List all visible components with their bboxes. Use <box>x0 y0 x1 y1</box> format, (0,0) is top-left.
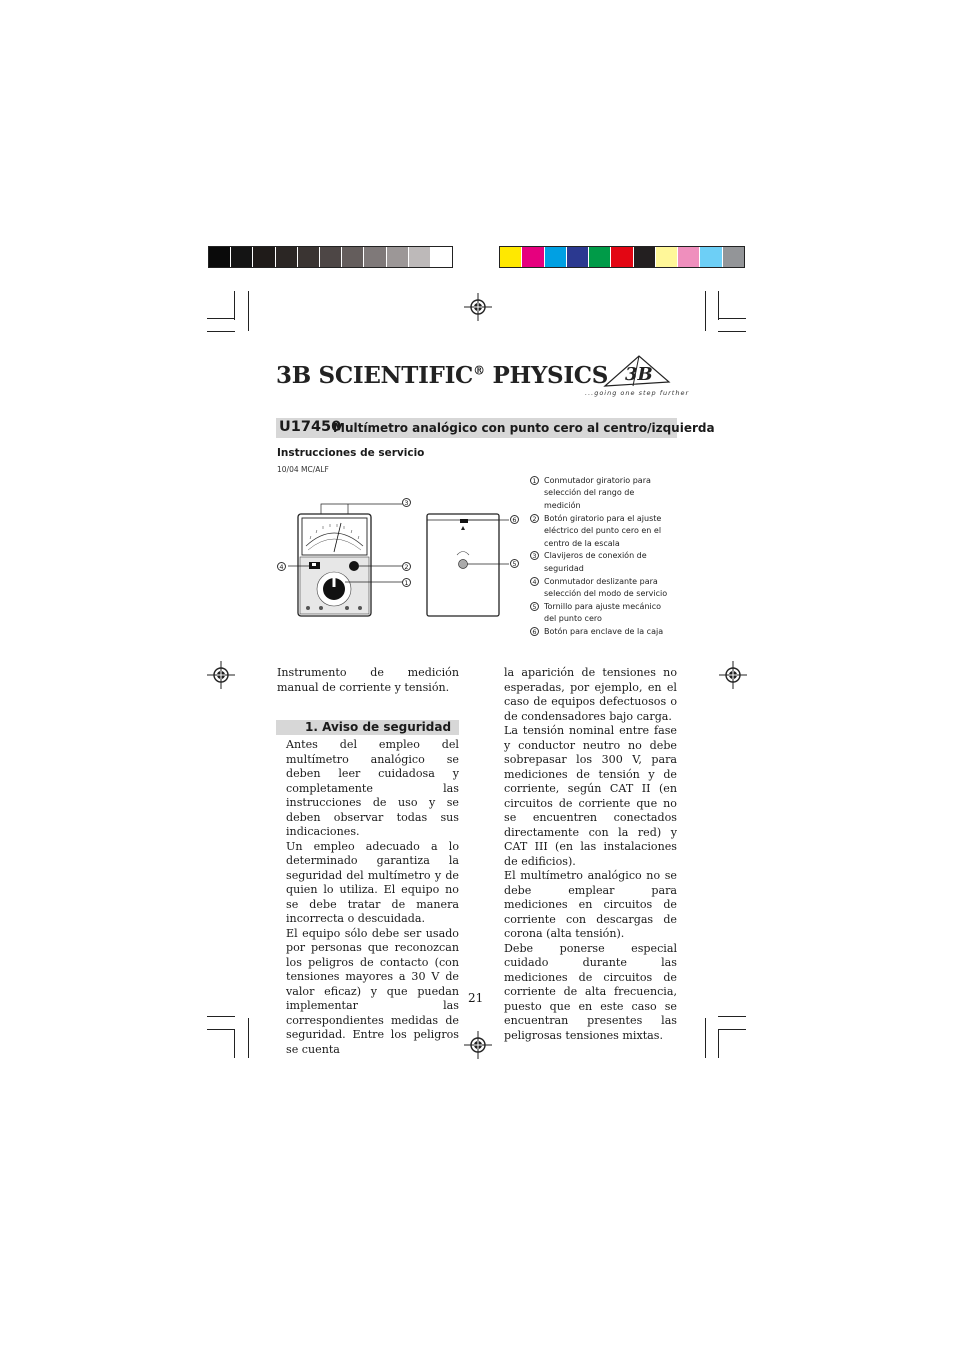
crop-mark <box>705 291 706 331</box>
crop-mark <box>718 1029 746 1030</box>
color-swatch <box>656 247 678 267</box>
color-swatch <box>320 247 342 267</box>
product-title: Multímetro analógico con punto cero al centro/izquierda <box>333 421 715 435</box>
legend-number: 5 <box>530 602 539 611</box>
body-paragraph: Debe ponerse especial cuidado durante las mediciones de circuitos de corriente de alta frecuencia, puesto que en este caso se encuentran presentes las peligrosas tensiones mixtas. <box>504 941 677 1042</box>
right-column <box>504 666 677 1043</box>
crop-mark <box>718 318 746 319</box>
color-swatch <box>634 247 656 267</box>
legend-number: 2 <box>530 514 539 523</box>
legend-item <box>530 601 670 626</box>
intro-text: Instrumento de medición manual de corriente y tensión. <box>277 666 459 694</box>
legend-text: Botón giratorio para el ajuste eléctrico del punto cero en el centro de la escala <box>544 513 662 548</box>
crop-mark <box>207 1016 235 1017</box>
color-swatch <box>700 247 722 267</box>
legend-item <box>530 513 670 550</box>
gray-calibration-bar <box>208 246 453 268</box>
page-number: 21 <box>468 991 484 1005</box>
color-swatch <box>209 247 231 267</box>
color-swatch <box>409 247 431 267</box>
registration-mark-icon <box>464 293 492 321</box>
crop-mark <box>718 291 719 320</box>
legend-item <box>530 626 670 638</box>
color-swatch <box>253 247 275 267</box>
legend-number: 1 <box>530 476 539 485</box>
registration-mark-icon <box>719 661 747 689</box>
registered-mark: ® <box>473 363 485 378</box>
color-swatch <box>611 247 633 267</box>
legend-text: Clavijeros de conexión de seguridad <box>544 551 647 573</box>
color-swatch <box>387 247 409 267</box>
legend-text: Tornillo para ajuste mecánico del punto cero <box>544 602 662 624</box>
legend-item <box>530 550 670 575</box>
body-paragraph: Antes del empleo del multímetro analógico se deben leer cuidadosa y completamente las instrucciones de uso y se deben observar todas sus indicaciones. <box>286 738 459 838</box>
callout-number: 1 <box>402 578 411 587</box>
legend-text: Conmutador giratorio para selección del rango de medición <box>544 476 651 510</box>
color-swatch <box>431 247 452 267</box>
brand-suffix: PHYSICS <box>484 362 609 389</box>
color-swatch <box>723 247 744 267</box>
brand-wordmark <box>276 362 608 389</box>
crop-mark <box>718 1016 746 1017</box>
body-paragraph: Un empleo adecuado a lo determinado garantiza la seguridad del multímetro y de quien lo utiliza. El equipo no se debe tratar de manera incorrecta o descuidada. <box>286 839 459 925</box>
section-heading: 1. Aviso de seguridad <box>305 720 452 734</box>
crop-mark <box>234 291 235 320</box>
component-legend <box>530 475 670 639</box>
legend-item <box>530 576 670 601</box>
callout-number: 2 <box>402 562 411 571</box>
body-paragraph: El multímetro analógico no se debe emplear para mediciones en circuitos de corriente con descargas de corona (alta tensión). <box>504 869 677 940</box>
color-swatch <box>231 247 253 267</box>
legend-item <box>530 475 670 512</box>
callout-number: 3 <box>402 498 411 507</box>
crop-mark <box>248 1018 249 1058</box>
brand-tagline: ...going one step further <box>585 389 690 397</box>
legend-text: Botón para enclave de la caja <box>544 627 664 637</box>
color-swatch <box>500 247 522 267</box>
product-title-bar <box>276 418 715 438</box>
color-swatch <box>567 247 589 267</box>
3b-logo-icon <box>603 352 671 388</box>
color-swatch <box>276 247 298 267</box>
case-lock-button <box>460 519 468 523</box>
callout-number: 5 <box>510 559 519 568</box>
color-swatch <box>522 247 544 267</box>
callout-number: 6 <box>510 515 519 524</box>
color-swatch <box>678 247 700 267</box>
color-swatch <box>589 247 611 267</box>
crop-mark <box>207 318 235 319</box>
legend-number: 4 <box>530 577 539 586</box>
body-paragraph: La tensión nominal entre fase y conductor neutro no debe sobrepasar los 300 V, para mediciones de tensión y de corriente, según CAT II (en circuitos de corriente que no se encuentren conectados directamente con la red) y CAT III (en las instalaciones de edificios). <box>504 724 677 868</box>
crop-mark <box>207 331 235 332</box>
zero-adjust-knob <box>349 561 359 571</box>
intro-paragraph <box>277 666 459 695</box>
multimeter-diagram <box>276 490 526 625</box>
color-swatch <box>342 247 364 267</box>
crop-mark <box>705 1018 706 1058</box>
legend-number: 3 <box>530 551 539 560</box>
color-swatch <box>298 247 320 267</box>
subheading: Instrucciones de servicio <box>277 447 425 459</box>
crop-mark <box>718 331 746 332</box>
mechanical-zero-screw <box>459 560 468 569</box>
crop-mark <box>234 1029 235 1058</box>
crop-mark <box>248 291 249 331</box>
callout-number: 4 <box>277 562 286 571</box>
body-paragraph: El equipo sólo debe ser usado por personas que reconozcan los peligros de contacto (con tensiones mayores a 30 V de valor eficaz) y que puedan implementar las correspondientes medidas de seguridad. Entre los peligros se cuenta <box>286 926 459 1056</box>
date-code: 10/04 MC/ALF <box>277 465 329 474</box>
color-swatch <box>545 247 567 267</box>
left-column <box>286 738 459 1057</box>
registration-mark-icon <box>207 661 235 689</box>
color-calibration-bar <box>499 246 745 268</box>
section-heading-bar <box>276 720 459 735</box>
logo-text: 3B <box>625 364 653 385</box>
crop-mark <box>718 1029 719 1058</box>
brand-name: 3B SCIENTIFIC <box>276 362 474 389</box>
legend-text: Conmutador deslizante para selección del modo de servicio <box>544 576 668 599</box>
body-paragraph: la aparición de tensiones no esperadas, por ejemplo, en el caso de equipos defectuosos o de condensadores bajo carga. <box>504 666 677 723</box>
color-swatch <box>364 247 386 267</box>
registration-mark-icon <box>464 1031 492 1059</box>
product-code: U17450 <box>279 419 342 435</box>
crop-mark <box>207 1029 235 1030</box>
legend-number: 6 <box>530 627 539 636</box>
